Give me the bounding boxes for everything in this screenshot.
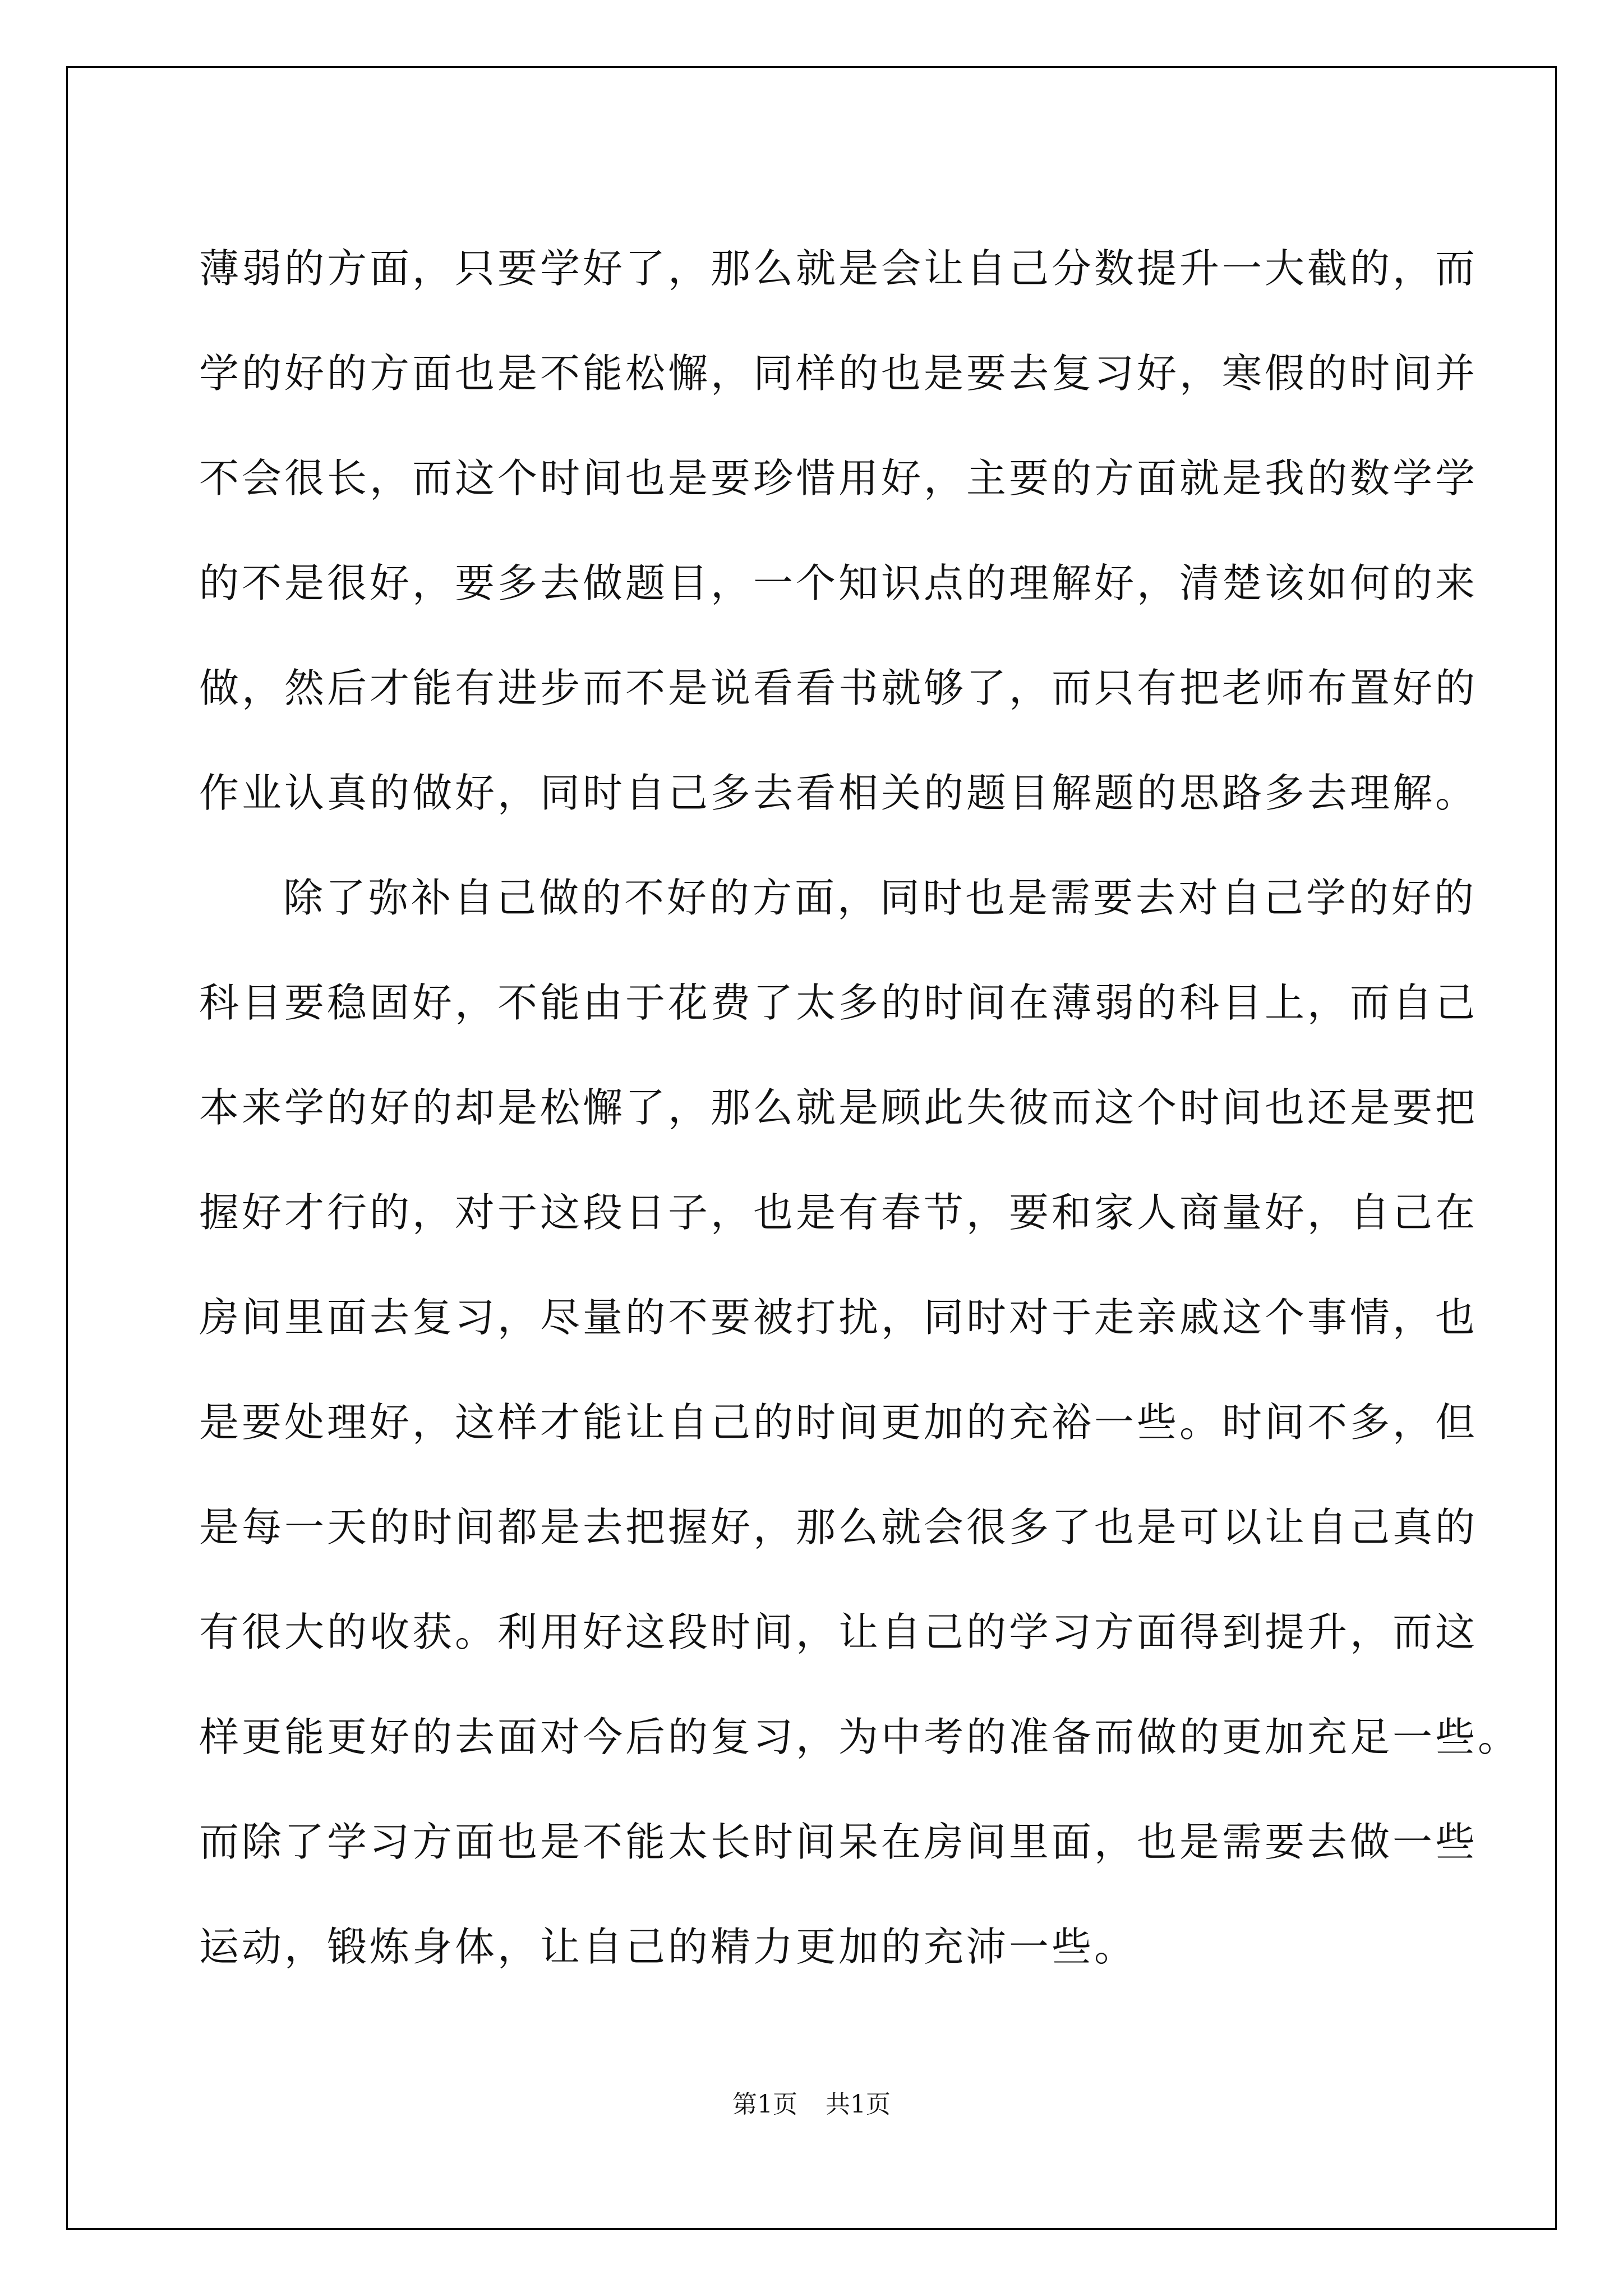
text-line: 薄弱的方面，只要学好了，那么就是会让自己分数提升一大截的，而 (199, 245, 1478, 292)
text-line: 本来学的好的却是松懈了，那么就是顾此失彼而这个时间也还是要把 (199, 1084, 1478, 1131)
page-footer (0, 2084, 1623, 2120)
text-line: 是要处理好，这样才能让自己的时间更加的充裕一些。时间不多，但 (199, 1399, 1478, 1446)
text-line: 科目要稳固好，不能由于花费了太多的时间在薄弱的科目上，而自己 (199, 979, 1478, 1026)
text-line: 房间里面去复习，尽量的不要被打扰，同时对于走亲戚这个事情，也 (199, 1294, 1478, 1341)
text-line: 样更能更好的去面对今后的复习，为中考的准备而做的更加充足一些。 (199, 1714, 1521, 1760)
text-line: 学的好的方面也是不能松懈，同样的也是要去复习好，寒假的时间并 (199, 350, 1478, 397)
text-line: 运动，锻炼身体，让自己的精力更加的充沛一些。 (199, 1924, 1137, 1970)
text-line: 是每一天的时间都是去把握好，那么就会很多了也是可以让自己真的 (199, 1504, 1478, 1550)
page-number: 第1页 (732, 2090, 797, 2119)
page-total: 共1页 (826, 2090, 891, 2119)
text-line: 握好才行的，对于这段日子，也是有春节，要和家人商量好，自己在 (199, 1189, 1478, 1236)
text-line: 有很大的收获。利用好这段时间，让自己的学习方面得到提升，而这 (199, 1609, 1478, 1655)
text-line: 做，然后才能有进步而不是说看看书就够了，而只有把老师布置好的 (199, 665, 1478, 711)
text-line: 的不是很好，要多去做题目，一个知识点的理解好，清楚该如何的来 (199, 560, 1478, 606)
text-line: 不会很长，而这个时间也是要珍惜用好，主要的方面就是我的数学学 (199, 455, 1478, 501)
text-line: 作业认真的做好，同时自己多去看相关的题目解题的思路多去理解。 (199, 770, 1478, 816)
paragraph-start-line: 除了弥补自己做的不好的方面，同时也是需要去对自己学的好的 (283, 875, 1477, 921)
document-body (199, 216, 1521, 1999)
text-line: 而除了学习方面也是不能太长时间呆在房间里面，也是需要去做一些 (199, 1819, 1478, 1865)
